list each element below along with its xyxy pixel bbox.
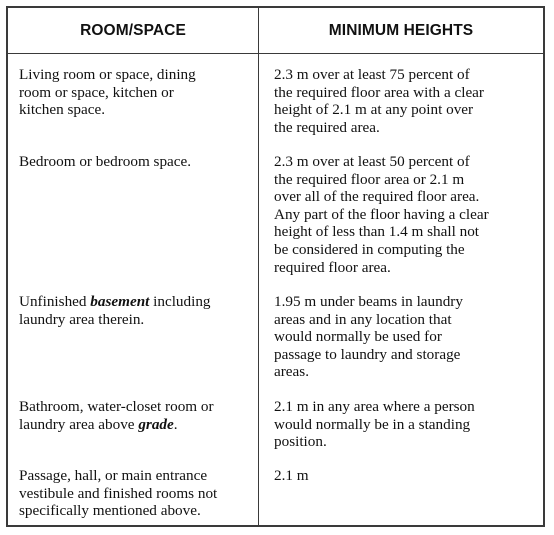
term-basement: basement [90, 293, 150, 310]
row-3-height: 1.95 m under beams in laundry areas and in any location that would normally be used for passage to laundry and storage areas. [274, 293, 463, 381]
row-5-room: Passage, hall, or main entrance vestibule and finished rooms not specifically mentioned above. [19, 467, 218, 520]
row-4-height: 2.1 m in any area where a person would normally be in a standing position. [274, 398, 475, 451]
row-3-room-text-a: Unfinished [19, 293, 91, 310]
row-3-room [19, 293, 255, 328]
row-5-height: 2.1 m [274, 467, 309, 484]
column-divider [258, 8, 259, 525]
row-1-height: 2.3 m over at least 75 percent of the required floor area with a clear height of 2.1 m at any point over the required area. [274, 66, 484, 136]
row-3-room-text-b: including laundry area therein. [19, 293, 211, 328]
row-4-room-text-b: . [173, 415, 178, 433]
row-4-room-text-a: Bathroom, water-closet room or laundry area above [19, 398, 214, 433]
row-1-room: Living room or space, dining room or space, kitchen or kitchen space. [19, 66, 196, 119]
row-4-room [19, 398, 255, 433]
row-2-height: 2.3 m over at least 50 percent of the required floor area or 2.1 m over all of the required floor area. Any part of the floor having a clear height of less than 1.4 m shall not be considered in computing the required floor area. [274, 153, 489, 276]
term-grade: grade [138, 415, 174, 433]
header-minimum-heights: MINIMUM HEIGHTS [328, 21, 474, 39]
minimum-heights-table [6, 6, 545, 527]
header-room-space: ROOM/SPACE [80, 21, 186, 39]
row-2-room: Bedroom or bedroom space. [19, 153, 192, 170]
header-divider [8, 53, 543, 54]
